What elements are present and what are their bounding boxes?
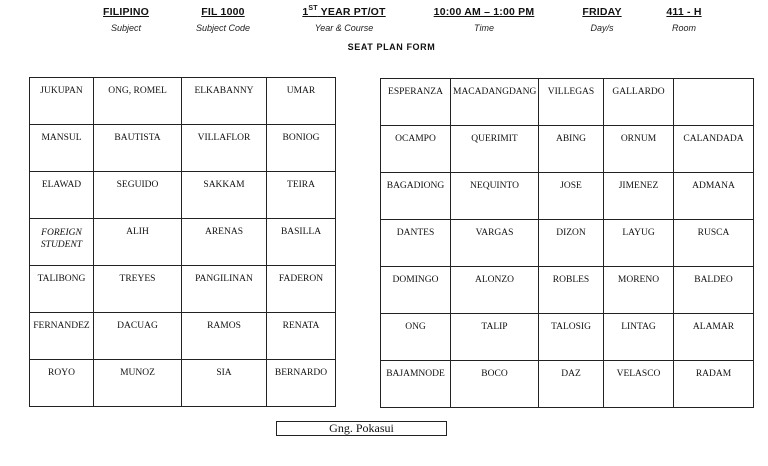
seat-cell: ESPERANZA bbox=[381, 79, 451, 126]
seat-cell: PANGILINAN bbox=[182, 266, 267, 313]
subject-code-value: FIL 1000 bbox=[201, 6, 245, 18]
seat-cell: RENATA bbox=[267, 313, 336, 360]
room-label: Room bbox=[671, 23, 696, 33]
seat-cell: JOSE bbox=[539, 173, 604, 220]
seat-cell: ADMANA bbox=[674, 173, 754, 220]
seat-cell: BAUTISTA bbox=[94, 125, 182, 172]
seat-cell: ONG, ROMEL bbox=[94, 78, 182, 125]
days-value: FRIDAY bbox=[582, 6, 622, 18]
seat-cell: VARGAS bbox=[451, 220, 539, 267]
form-title: SEAT PLAN FORM bbox=[347, 42, 436, 52]
seat-cell: RAMOS bbox=[182, 313, 267, 360]
seat-row bbox=[381, 361, 754, 408]
seat-cell: SIA bbox=[182, 360, 267, 407]
seat-row bbox=[30, 219, 336, 266]
seat-cell: BAJAMNODE bbox=[381, 361, 451, 408]
seat-cell: RADAM bbox=[674, 361, 754, 408]
seat-cell: DOMINGO bbox=[381, 267, 451, 314]
subject-code-field bbox=[178, 6, 268, 33]
seat-row bbox=[30, 78, 336, 125]
seat-cell: CALANDADA bbox=[674, 126, 754, 173]
seat-cell: DANTES bbox=[381, 220, 451, 267]
seat-cell: TREYES bbox=[94, 266, 182, 313]
seat-cell: ELAWAD bbox=[30, 172, 94, 219]
seat-cell: BERNARDO bbox=[267, 360, 336, 407]
seat-cell: ROYO bbox=[30, 360, 94, 407]
seat-row bbox=[30, 360, 336, 407]
year-course-field bbox=[284, 6, 404, 33]
seat-row bbox=[381, 220, 754, 267]
seat-cell: VELASCO bbox=[604, 361, 674, 408]
subject-code-label: Subject Code bbox=[195, 23, 251, 33]
subject-value: FILIPINO bbox=[103, 6, 149, 18]
seat-cell: BAGADIONG bbox=[381, 173, 451, 220]
year-course-ordinal: ST bbox=[308, 5, 318, 12]
seat-cell: SAKKAM bbox=[182, 172, 267, 219]
seat-cell: UMAR bbox=[267, 78, 336, 125]
seat-row bbox=[381, 173, 754, 220]
seat-row bbox=[30, 266, 336, 313]
seat-cell: BALDEO bbox=[674, 267, 754, 314]
seat-cell: FERNANDEZ bbox=[30, 313, 94, 360]
time-value: 10:00 AM – 1:00 PM bbox=[433, 6, 535, 18]
seat-row bbox=[381, 126, 754, 173]
seat-cell: ABING bbox=[539, 126, 604, 173]
seat-row bbox=[381, 267, 754, 314]
seat-cell: BASILLA bbox=[267, 219, 336, 266]
seat-cell: ARENAS bbox=[182, 219, 267, 266]
seat-row bbox=[30, 172, 336, 219]
seat-cell: ALONZO bbox=[451, 267, 539, 314]
seat-cell: ALAMAR bbox=[674, 314, 754, 361]
seat-cell: MACADANGDANG bbox=[451, 79, 539, 126]
days-label: Day/s bbox=[590, 23, 614, 33]
seat-cell: ONG bbox=[381, 314, 451, 361]
time-label: Time bbox=[474, 23, 494, 33]
year-course-value bbox=[284, 6, 404, 18]
teacher-desk-label: Gng. Pokasui bbox=[276, 421, 447, 436]
seat-cell: JIMENEZ bbox=[604, 173, 674, 220]
seat-cell: QUERIMIT bbox=[451, 126, 539, 173]
seat-cell: FOREIGN STUDENT bbox=[30, 219, 94, 266]
days-field bbox=[566, 6, 638, 33]
seat-cell: TALIP bbox=[451, 314, 539, 361]
seat-cell bbox=[674, 79, 754, 126]
seat-row bbox=[30, 125, 336, 172]
seat-cell: ELKABANNY bbox=[182, 78, 267, 125]
seat-cell: VILLEGAS bbox=[539, 79, 604, 126]
seat-cell: RUSCA bbox=[674, 220, 754, 267]
seat-cell: VILLAFLOR bbox=[182, 125, 267, 172]
seat-cell: LINTAG bbox=[604, 314, 674, 361]
seat-cell: NEQUINTO bbox=[451, 173, 539, 220]
room-field bbox=[654, 6, 714, 33]
seat-cell: ALIH bbox=[94, 219, 182, 266]
seat-cell: GALLARDO bbox=[604, 79, 674, 126]
subject-label: Subject bbox=[110, 23, 142, 33]
seat-cell: OCAMPO bbox=[381, 126, 451, 173]
seat-row bbox=[381, 79, 754, 126]
seat-cell: BOCO bbox=[451, 361, 539, 408]
room-value: 411 - H bbox=[666, 6, 702, 18]
seat-cell: LAYUG bbox=[604, 220, 674, 267]
subject-field bbox=[86, 6, 166, 33]
seat-cell: ORNUM bbox=[604, 126, 674, 173]
seat-cell: TEIRA bbox=[267, 172, 336, 219]
seat-cell: MORENO bbox=[604, 267, 674, 314]
seat-cell: TALOSIG bbox=[539, 314, 604, 361]
seat-cell: BONIOG bbox=[267, 125, 336, 172]
seat-cell: TALIBONG bbox=[30, 266, 94, 313]
year-course-number: 1 bbox=[302, 6, 309, 18]
seat-cell: JUKUPAN bbox=[30, 78, 94, 125]
seat-row bbox=[381, 314, 754, 361]
seat-cell: DACUAG bbox=[94, 313, 182, 360]
seat-cell: FADERON bbox=[267, 266, 336, 313]
year-course-label: Year & Course bbox=[314, 23, 374, 33]
left-seat-block bbox=[29, 77, 336, 407]
seat-cell: SEGUIDO bbox=[94, 172, 182, 219]
right-seat-block bbox=[380, 78, 754, 408]
seat-cell: MUNOZ bbox=[94, 360, 182, 407]
seat-cell: DIZON bbox=[539, 220, 604, 267]
time-field bbox=[418, 6, 550, 33]
seat-cell: DAZ bbox=[539, 361, 604, 408]
year-course-text: YEAR PT/OT bbox=[317, 6, 386, 18]
seat-cell: MANSUL bbox=[30, 125, 94, 172]
seat-row bbox=[30, 313, 336, 360]
seat-cell: ROBLES bbox=[539, 267, 604, 314]
